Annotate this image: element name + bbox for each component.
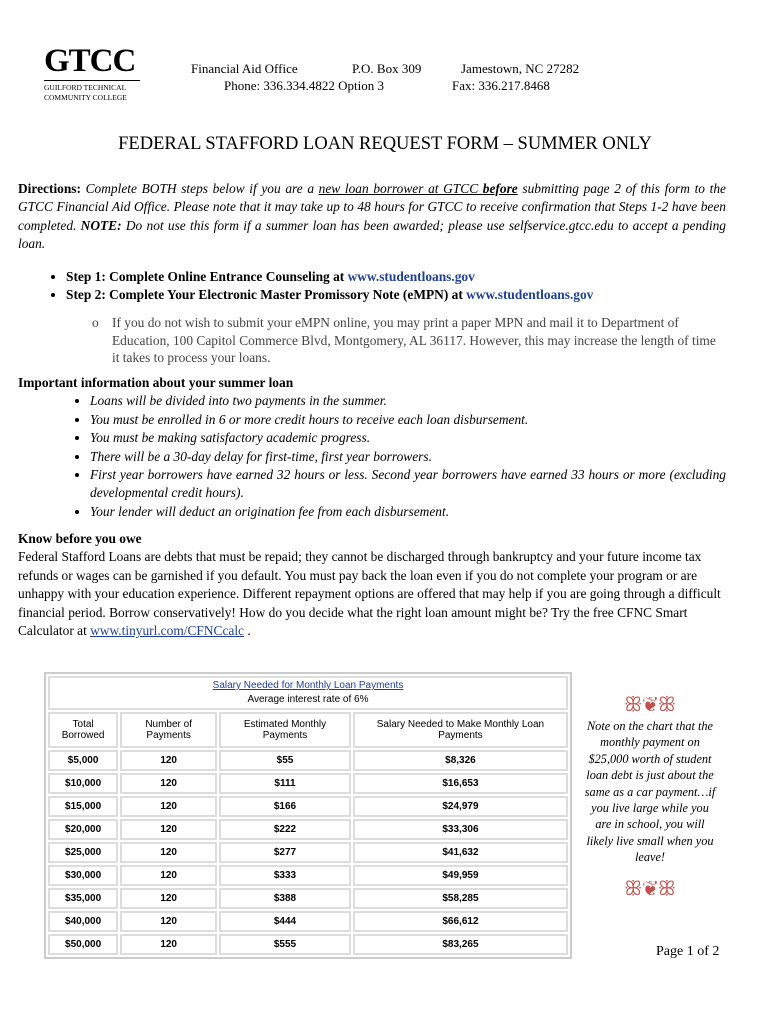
office-name: Financial Aid Office (191, 61, 298, 76)
table-row (48, 796, 568, 817)
table-cell: $16,653 (353, 773, 568, 794)
page-number: Page 1 of 2 (656, 944, 720, 959)
table-row (48, 842, 568, 863)
ornament-icon: ꕥ❦ꕥ (623, 878, 677, 900)
table-row (48, 888, 568, 909)
list-item: • You must be enrolled in 6 or more credit hours to receive each loan disbursement. (90, 411, 726, 429)
table-row (48, 865, 568, 886)
table-cell: $555 (219, 934, 351, 955)
important-section: Important information about your summer loan • Loans will be divided into two payments in the summer. • You must be enrolled in 6 or more credit hours to receive each loan disbursement. • You must be making satisfactory academic progress. • There will be a 30-day delay for first-time, first year borrowers. • First year borrowers have earned 32 hours or less. Second year borrowers have earned 33 hours or more (excluding developmental credit hours). • Your lender will deduct an origination fee from each disbursement. (18, 374, 726, 521)
phone: Phone: 336.334.4822 Option 3 (224, 78, 384, 93)
column-header: Number of Payments (120, 712, 217, 748)
table-cell: $58,285 (353, 888, 568, 909)
table-cell: 120 (120, 796, 217, 817)
table-cell: $35,000 (48, 888, 118, 909)
table-row (48, 819, 568, 840)
table-cell: 120 (120, 865, 217, 886)
table-cell: $83,265 (353, 934, 568, 955)
list-item: • Loans will be divided into two payments in the summer. (90, 392, 726, 410)
table-cell: $25,000 (48, 842, 118, 863)
table-cell: $20,000 (48, 819, 118, 840)
table-row (48, 911, 568, 932)
table-cell: 120 (120, 819, 217, 840)
table-row (48, 773, 568, 794)
list-item: • You must be making satisfactory academic progress. (90, 429, 726, 447)
table-cell: $66,612 (353, 911, 568, 932)
table-cell: $388 (219, 888, 351, 909)
po-box: P.O. Box 309 (352, 61, 422, 76)
page-title: FEDERAL STAFFORD LOAN REQUEST FORM – SUMMER ONLY (118, 134, 652, 154)
table-cell: $15,000 (48, 796, 118, 817)
column-header: Salary Needed to Make Monthly Loan Payments (353, 712, 568, 748)
table-cell: $41,632 (353, 842, 568, 863)
table-cell: 120 (120, 750, 217, 771)
cfnc-calc-link[interactable]: www.tinyurl.com/CFNCcalc (90, 623, 244, 639)
table-cell: 120 (120, 911, 217, 932)
studentloans-link[interactable]: www.studentloans.gov (466, 287, 594, 303)
logo-subtitle: GUILFORD TECHNICAL COMMUNITY COLLEGE (44, 80, 140, 103)
table-cell: $30,000 (48, 865, 118, 886)
table-cell: $8,326 (353, 750, 568, 771)
salary-table: Salary Needed for Monthly Loan Payments Average interest rate of 6% Total Borrowed Number of Payments Estimated Monthly Payments Salary Needed to Make Monthly Loan Payments $5,000 120 $55 $8,326 $10,000 120 $111 $16,653 $15,000 120 $166 $24,979 $20,000 120 $222 $33,306 $25,000 120 $277 $41,632 $30,000 120 $333 $49,959 $35,000 120 $388 $58,285 $40,000 120 $444 $66,612 $50,000 120 $555 $83,265 (44, 672, 572, 959)
table-cell: $24,979 (353, 796, 568, 817)
table-row (48, 934, 568, 955)
directions: Directions: Complete BOTH steps below if you are a new loan borrower at GTCC before submitting page 2 of this form to the GTCC Financial Aid Office. Please note that it may take up to 48 hours for GTCC to receive confirmation that Steps 1-2 have been completed. NOTE: Do not use this form if a summer loan has been awarded; please use selfservice.gtcc.edu to accept a pending loan. (18, 181, 726, 252)
step-2: • Step 2: Complete Your Electronic Master Promissory Note (eMPN) at www.studentloans.gov (66, 286, 726, 304)
city: Jamestown, NC 27282 (461, 61, 580, 76)
table-cell: $33,306 (353, 819, 568, 840)
table-cell: $10,000 (48, 773, 118, 794)
step-1: • Step 1: Complete Online Entrance Counseling at www.studentloans.gov (66, 268, 726, 286)
table-cell: $333 (219, 865, 351, 886)
list-item: • First year borrowers have earned 32 hours or less. Second year borrowers have earned 33 hours or more (excluding developmental credit hours). (90, 466, 726, 503)
table-cell: $444 (219, 911, 351, 932)
know-section: Know before you owe Federal Stafford Loans are debts that must be repaid; they cannot be discharged through bankruptcy and your future income tax refunds or wages can be garnished if you default. You must pay back the loan even if you do not complete your program or are unhappy with your education experience. Different repayment options are offered that may help if you are going through a difficult financial period. Borrow conservatively! How do you decide what the right loan amount might be? Try the free CFNC Smart Calculator at www.tinyurl.com/CFNCcalc . (18, 531, 721, 639)
table-cell: 120 (120, 773, 217, 794)
paper-mpn-note: o If you do not wish to submit your eMPN online, you may print a paper MPN and mail it to Department of Education, 100 Capitol Commerce Blvd, Montgomery, AL 36117. However, this may increase the length of time it takes to process your loans. (92, 315, 716, 365)
list-item: • Your lender will deduct an origination fee from each disbursement. (90, 503, 726, 521)
table-row (48, 750, 568, 771)
table-cell: $166 (219, 796, 351, 817)
gtcc-logo: GTCC GUILFORD TECHNICAL COMMUNITY COLLEGE (44, 44, 144, 103)
table-cell: 120 (120, 842, 217, 863)
table-cell: $277 (219, 842, 351, 863)
column-header: Total Borrowed (48, 712, 118, 748)
steps-list (18, 268, 726, 305)
studentloans-link[interactable]: www.studentloans.gov (347, 269, 475, 284)
side-note: Note on the chart that the monthly payment on $25,000 worth of student loan debt is just about the same as a car payment…if you live large while you are in school, you will likely live small when you leave! (584, 719, 716, 865)
ornament-icon: ꕥ❦ꕥ (623, 694, 677, 716)
fax: Fax: 336.217.8468 (452, 78, 550, 93)
list-item: • There will be a 30-day delay for first-time, first year borrowers. (90, 448, 726, 466)
table-cell: $111 (219, 773, 351, 794)
column-header: Estimated Monthly Payments (219, 712, 351, 748)
table-cell: 120 (120, 888, 217, 909)
table-cell: $222 (219, 819, 351, 840)
table-cell: 120 (120, 934, 217, 955)
table-cell: $55 (219, 750, 351, 771)
table-cell: $40,000 (48, 911, 118, 932)
table-title[interactable]: Salary Needed for Monthly Loan Payments (212, 680, 404, 691)
table-cell: $49,959 (353, 865, 568, 886)
table-cell: $50,000 (48, 934, 118, 955)
table-cell: $5,000 (48, 750, 118, 771)
